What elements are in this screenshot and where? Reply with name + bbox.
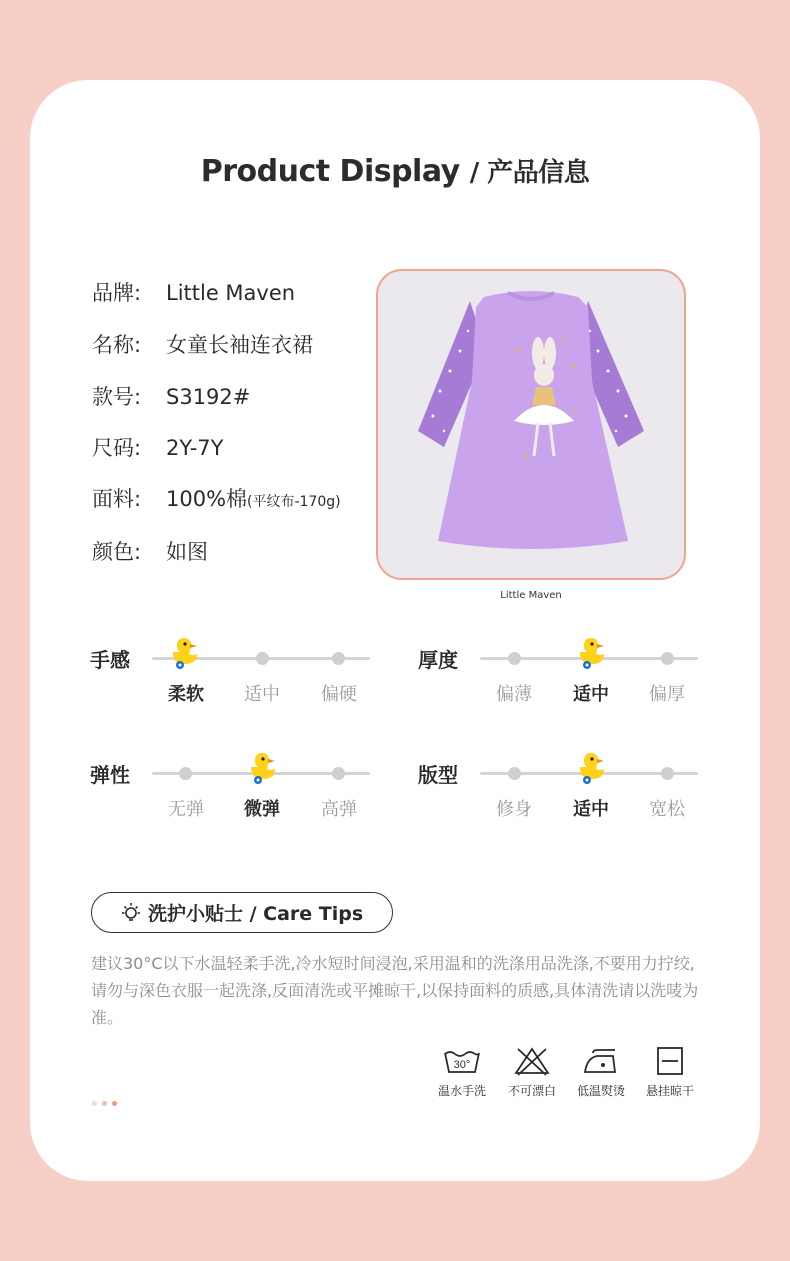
care-symbol-low-iron: [566, 1046, 636, 1099]
care-symbol-label: 低温熨烫: [576, 1084, 625, 1098]
spec-key: 名称:: [92, 333, 142, 357]
page-dot: [102, 1101, 107, 1106]
scale-option: 高弹: [321, 799, 357, 820]
care-tips-title-text: 洗护小贴士 / Care Tips: [148, 903, 364, 925]
scale-option: 柔软: [168, 684, 204, 705]
spec-value: 女童长袖连衣裙: [166, 333, 313, 357]
product-photo: [376, 269, 686, 580]
scale-option: 宽松: [649, 799, 685, 820]
spec-key: 面料:: [92, 487, 142, 511]
scale-dot: [179, 767, 192, 780]
scale-option: 偏薄: [496, 684, 532, 705]
scale-option: 偏硬: [321, 684, 357, 705]
photo-caption: Little Maven: [500, 590, 562, 601]
care-symbol-label: 不可漂白: [507, 1084, 556, 1098]
duck-marker-icon: [169, 634, 201, 670]
care-symbol-hand-wash: [427, 1046, 497, 1099]
spec-brand: [92, 277, 295, 307]
dress-illustration: [378, 271, 684, 578]
wash-temperature: 30°: [453, 1059, 471, 1071]
spec-key: 品牌:: [92, 281, 142, 305]
care-tips-text: 建议30°C以下水温轻柔手洗,冷水短时间浸泡,采用温和的洗涤用品洗涤,不要用力拧绞,请勿与深色衣服一起洗涤,反面清洗或平摊晾干,以保持面料的质感,具体清洗请以洗唛为准。: [91, 954, 699, 1027]
spec-fabric: [92, 483, 341, 513]
spec-style-number: [92, 381, 250, 411]
scale-elasticity: [90, 761, 375, 821]
scale-option: 适中: [244, 684, 280, 705]
spec-key: 款号:: [92, 385, 142, 409]
spec-value: 如图: [166, 540, 208, 564]
hang-dry-icon: [650, 1046, 690, 1076]
spec-value: S3192#: [166, 385, 251, 409]
duck-marker-icon: [247, 749, 279, 785]
lightbulb-icon: [120, 902, 142, 924]
scale-option: 微弹: [244, 799, 280, 820]
scale-option: 修身: [496, 799, 532, 820]
care-symbol-label: 温水手洗: [437, 1084, 486, 1098]
care-tips-title: [91, 892, 393, 933]
spec-note: (平纹布-170g): [247, 494, 341, 510]
scale-dot: [508, 767, 521, 780]
duck-marker-icon: [576, 749, 608, 785]
spec-name: [92, 329, 313, 359]
page-dot: [112, 1101, 117, 1106]
spec-color: [92, 536, 208, 566]
scale-dot: [332, 652, 345, 665]
title-sub: / 产品信息: [469, 158, 590, 188]
care-symbol-hang-dry: [635, 1046, 705, 1099]
title-main: Product Display: [200, 154, 460, 189]
scale-dot: [332, 767, 345, 780]
spec-value: 2Y-7Y: [166, 436, 224, 460]
low-iron-icon: [581, 1046, 621, 1076]
spec-key: 颜色:: [92, 540, 142, 564]
page-dot: [92, 1101, 97, 1106]
duck-marker-icon: [576, 634, 608, 670]
spec-value: 100%棉: [166, 487, 248, 511]
scale-thickness: [418, 646, 703, 706]
scale-label: 弹性: [90, 763, 130, 787]
scale-label: 手感: [90, 648, 130, 672]
care-symbol-no-bleach: [497, 1046, 567, 1099]
scale-dot: [508, 652, 521, 665]
scale-dot: [256, 652, 269, 665]
scale-option: 适中: [573, 684, 609, 705]
page-title: [0, 152, 790, 189]
spec-value: Little Maven: [166, 281, 296, 305]
scale-label: 版型: [418, 763, 458, 787]
scale-hand-feel: [90, 646, 375, 706]
care-symbol-label: 悬挂晾干: [645, 1084, 694, 1098]
no-bleach-icon: [512, 1046, 552, 1076]
page-dots: [92, 1091, 122, 1110]
scale-option: 偏厚: [649, 684, 685, 705]
scale-option: 无弹: [168, 799, 204, 820]
scale-dot: [661, 767, 674, 780]
scale-fit: [418, 761, 703, 821]
spec-size: [92, 432, 223, 462]
hand-wash-30-icon: [442, 1046, 482, 1076]
scale-label: 厚度: [418, 648, 458, 672]
scale-dot: [661, 652, 674, 665]
scale-option: 适中: [573, 799, 609, 820]
spec-key: 尺码:: [92, 436, 142, 460]
